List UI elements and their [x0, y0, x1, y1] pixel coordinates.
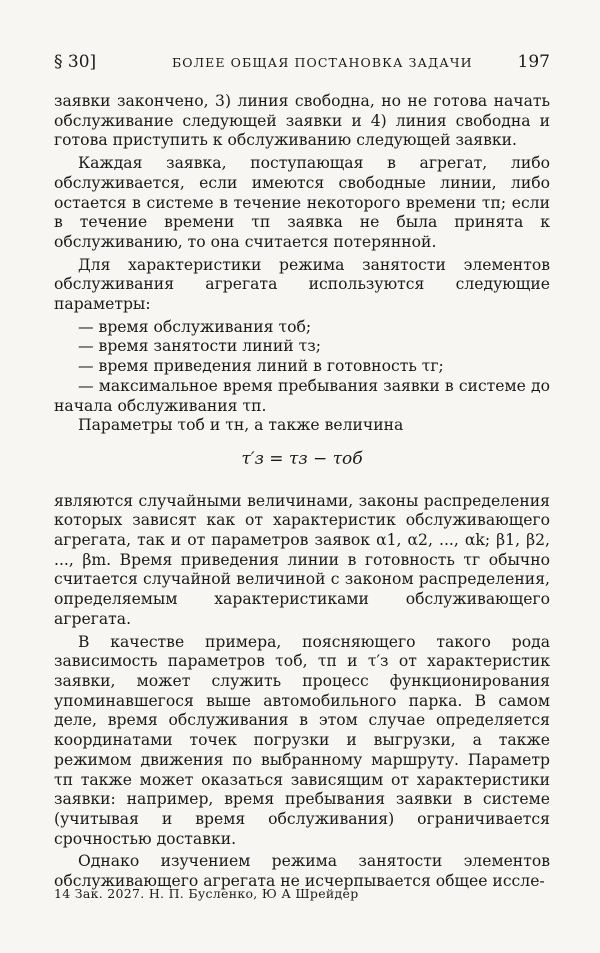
formula: τ′з = τз − τоб — [241, 448, 363, 469]
page-number: 197 — [517, 52, 550, 72]
paragraph: Для характеристики режима занятости элементов обслуживания агрегата используются следующие параметры: — [54, 255, 550, 314]
paragraph: заявки закончено, 3) линия свободна, но не готова начать обслуживание следующей заявки и 4) линия свободна и готова приступить к обслуживанию следующей заявки. — [54, 92, 550, 150]
chapter-title: БОЛЕЕ ОБЩАЯ ПОСТАНОВКА ЗАДАЧИ — [172, 55, 473, 70]
list-item: — время занятости линий τз; — [78, 337, 322, 356]
list-item: — время приведения линий в готовность τг; — [78, 357, 444, 376]
paragraph: В качестве примера, поясняющего такого рода зависимость параметров τоб, τп и τ′з от характеристик заявки, может служить процесс функционирования упоминавшегося выше автомобильного парка. В самом деле, время обслуживания в этом случае определяется координатами точек погрузки и выгрузки, а также режимом движения по выбранному маршруту. Параметр τп также может оказаться зависящим от характеристики заявки: например, время пребывания заявки в системе (учитывая и время обслуживания) ограничивается срочностью доставки. — [54, 632, 550, 848]
paragraph: Каждая заявка, поступающая в агрегат, либо обслуживается, если имеются свободные линии, либо остается в системе в течение некоторого времени τп; если в течение времени τп заявка не была принята к обслуживанию, то она считается потерянной. — [54, 154, 550, 251]
paragraph: Параметры τоб и τн, а также величина — [78, 416, 404, 435]
printer-footer: 14 Зак. 2027. Н. П. Бусленко, Ю А Шрейдер — [54, 886, 359, 901]
running-header — [54, 52, 550, 78]
paragraph: являются случайными величинами, законы распределения которых зависят как от характеристик обслуживающего агрегата, так и от параметров заявок α1, α2, ..., αk; β1, β2, ..., βm. Время приведения линии в готовность τг обычно считается случайной величиной с законом распределения, определяемым характеристиками обслуживающего агрегата. — [54, 491, 550, 628]
section-number: § 30] — [54, 52, 97, 72]
paragraph: Однако изучением режима занятости элементов обслуживающего агрегата не исчерпывается общее иссле- — [54, 852, 550, 891]
list-item: — время обслуживания τоб; — [78, 317, 312, 336]
list-item: — максимальное время пребывания заявки в системе до начала обслуживания τп. — [54, 376, 550, 415]
body-text — [54, 92, 550, 895]
